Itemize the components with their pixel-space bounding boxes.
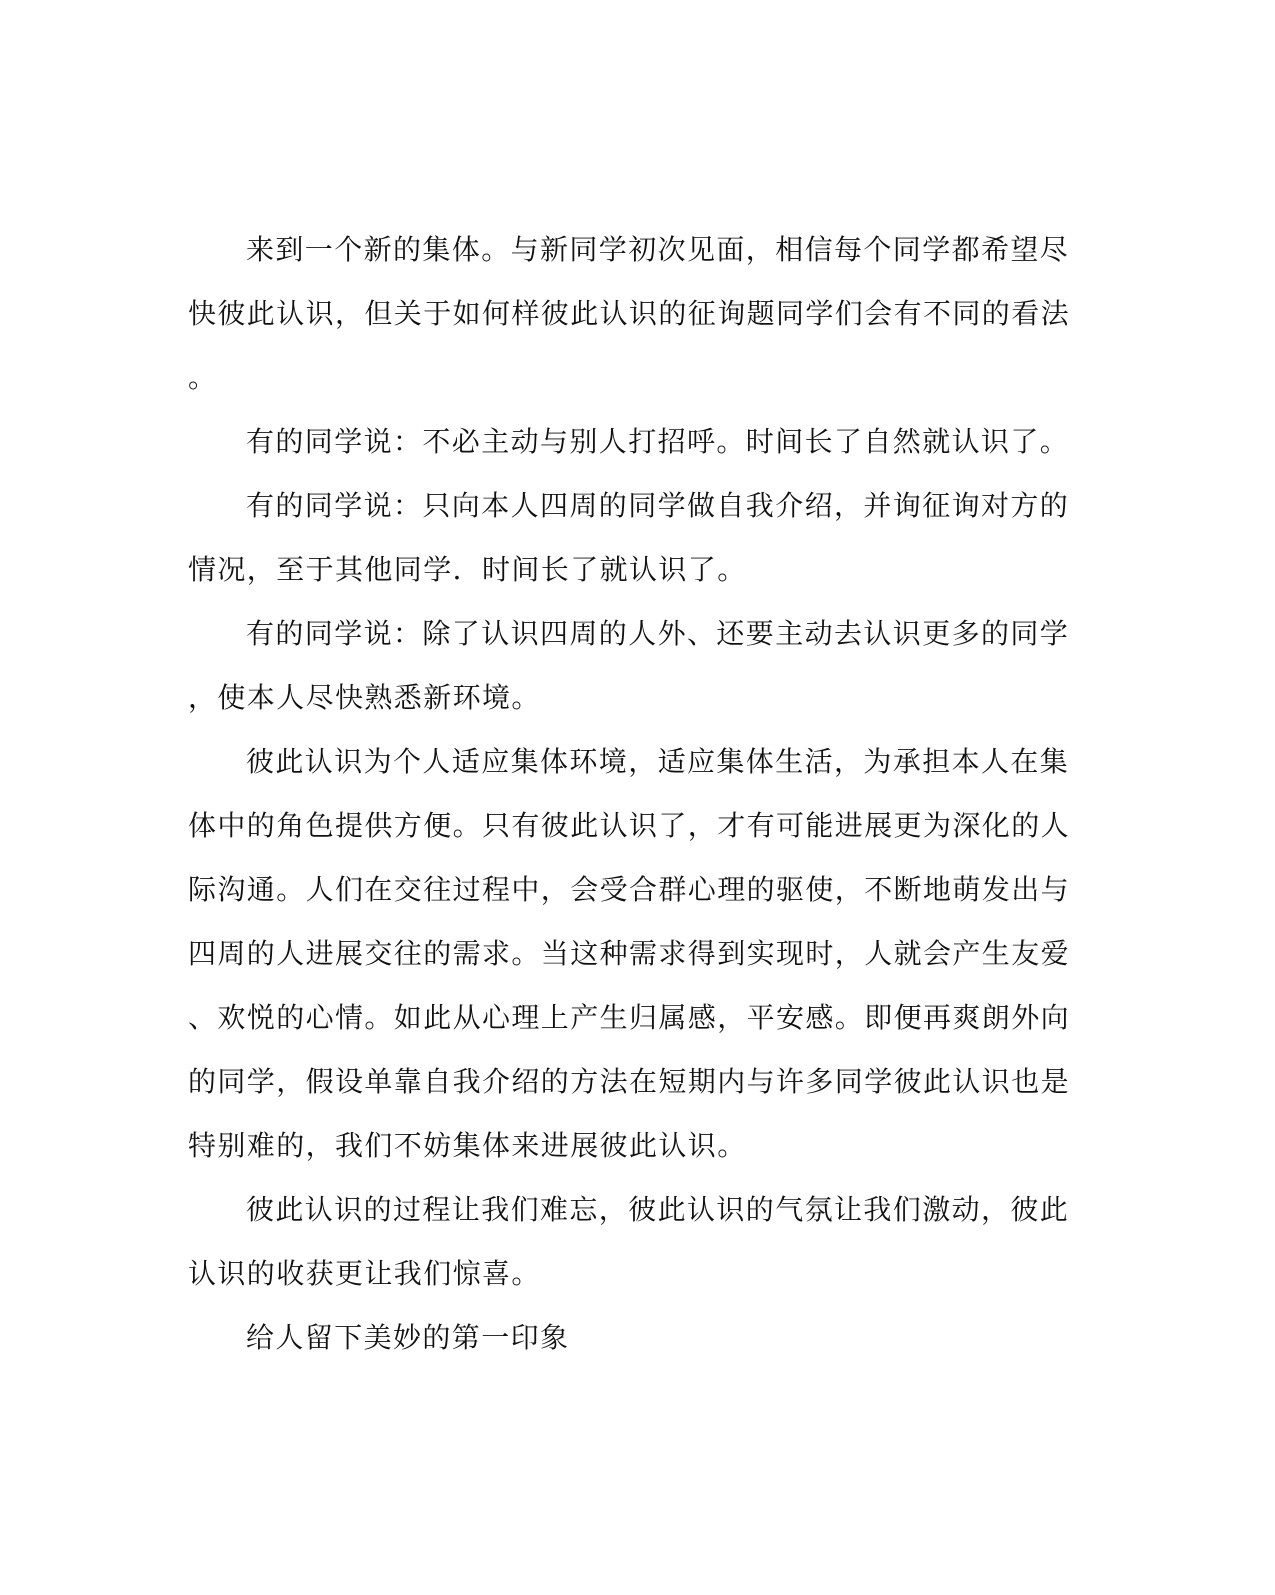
text-line: 四周的人进展交往的需求。当这种需求得到实现时，人就会产生友爱 xyxy=(188,937,1071,970)
text-line: 际沟通。人们在交往过程中，会受合群心理的驱使，不断地萌发出与 xyxy=(188,873,1071,906)
text-line: 来到一个新的集体。与新同学初次见面，相信每个同学都希望尽 xyxy=(246,233,1070,266)
text-line: 有的同学说：不必主动与别人打招呼。时间长了自然就认识了。 xyxy=(246,425,1070,458)
text-line: 、欢悦的心情。如此从心理上产生归属感，平安感。即便再爽朗外向 xyxy=(188,1001,1071,1034)
text-line: 认识的收获更让我们惊喜。 xyxy=(188,1257,541,1290)
text-line: 。 xyxy=(188,361,218,394)
text-line: 有的同学说：除了认识四周的人外、还要主动去认识更多的同学 xyxy=(246,617,1070,650)
text-line: 体中的角色提供方便。只有彼此认识了，才有可能进展更为深化的人 xyxy=(188,809,1071,842)
text-line: 彼此认识的过程让我们难忘，彼此认识的气氛让我们激动，彼此 xyxy=(246,1193,1070,1226)
text-line: 特别难的，我们不妨集体来进展彼此认识。 xyxy=(188,1129,747,1162)
text-line: 快彼此认识，但关于如何样彼此认识的征询题同学们会有不同的看法 xyxy=(188,297,1071,330)
section-heading: 给人留下美妙的第一印象 xyxy=(246,1321,570,1354)
text-line: 彼此认识为个人适应集体环境，适应集体生活，为承担本人在集 xyxy=(246,745,1070,778)
text-line: 的同学，假设单靠自我介绍的方法在短期内与许多同学彼此认识也是 xyxy=(188,1065,1071,1098)
text-line: 有的同学说：只向本人四周的同学做自我介绍，并询征询对方的 xyxy=(246,489,1070,522)
text-line: 情况，至于其他同学．时间长了就认识了。 xyxy=(188,553,747,586)
text-line: ，使本人尽快熟悉新环境。 xyxy=(188,681,541,714)
